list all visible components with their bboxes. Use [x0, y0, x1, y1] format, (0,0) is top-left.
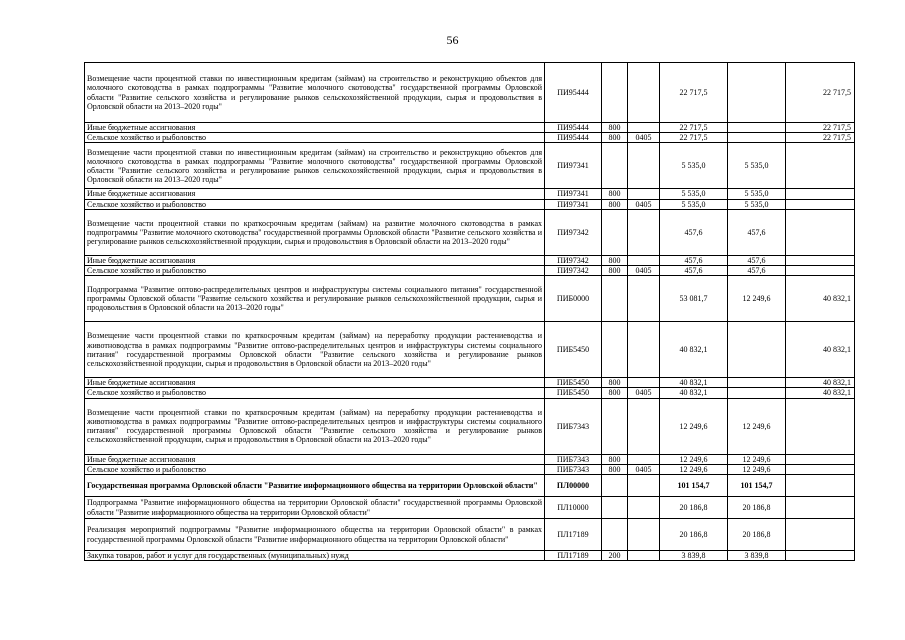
amount-column-1-cell	[728, 63, 786, 123]
table-row	[85, 398, 855, 454]
amount-column-2-cell: 22 717,5	[786, 133, 855, 143]
total-amount-cell: 457,6	[660, 209, 728, 255]
amount-column-2-cell: 22 717,5	[786, 123, 855, 133]
page-number: 56	[446, 33, 459, 47]
section-cell	[628, 276, 660, 322]
amount-column-2-cell: 40 832,1	[786, 276, 855, 322]
description-cell: Возмещение части процентной ставки по краткосрочным кредитам (займам) на переработку продукции растениеводства и животноводства в рамках подпрограммы "Развитие оптово-распределительных центров и инфраструктуры системы социального питания" государственной программы Орловской области "Развитие сельского хозяйства и регулирование рынков сельскохозяйственной продукции, сырья и продовольствия в Орловской области на 2013–2020 годы"	[85, 398, 545, 454]
amount-column-1-cell: 12 249,6	[728, 398, 786, 454]
description-cell: Сельское хозяйство и рыболовство	[85, 464, 545, 474]
amount-column-1-cell: 12 249,6	[728, 454, 786, 464]
section-cell	[628, 454, 660, 464]
section-cell	[628, 398, 660, 454]
expense-type-cell: 800	[602, 199, 628, 209]
total-amount-cell: 40 832,1	[660, 322, 728, 378]
amount-column-1-cell: 101 154,7	[728, 475, 786, 497]
amount-column-1-cell	[728, 322, 786, 378]
amount-column-1-cell: 20 186,8	[728, 497, 786, 519]
table-row	[85, 143, 855, 189]
amount-column-2-cell	[786, 209, 855, 255]
table-row	[85, 276, 855, 322]
target-code-cell: ПЛ00000	[545, 475, 602, 497]
section-cell: 0405	[628, 199, 660, 209]
budget-table	[84, 62, 855, 561]
table-row	[85, 454, 855, 464]
table-row	[85, 189, 855, 199]
target-code-cell: ПЛ17189	[545, 551, 602, 561]
table-row	[85, 497, 855, 519]
description-cell: Возмещение части процентной ставки по краткосрочным кредитам (займам) на развитие молочного скотоводства в рамках подпрограммы "Развитие молочного скотоводства" государственной программы Орловской области "Развитие сельского хозяйства и регулирование рынков сельскохозяйственной продукции, сырья и продовольствия в Орловской области на 2013–2020 годы"	[85, 209, 545, 255]
table-body	[85, 63, 855, 561]
amount-column-1-cell: 457,6	[728, 266, 786, 276]
amount-column-2-cell	[786, 464, 855, 474]
target-code-cell: ПИ97342	[545, 255, 602, 265]
section-cell: 0405	[628, 266, 660, 276]
description-cell: Иные бюджетные ассигнования	[85, 123, 545, 133]
amount-column-2-cell: 40 832,1	[786, 322, 855, 378]
total-amount-cell: 20 186,8	[660, 519, 728, 551]
section-cell	[628, 143, 660, 189]
description-cell: Возмещение части процентной ставки по инвестиционным кредитам (займам) на строительство и реконструкцию объектов для молочного скотоводства в рамках подпрограммы "Развитие молочного скотоводства" государственной программы Орловской области "Развитие сельского хозяйства и регулирование рынков сельскохозяйственной продукции, сырья и продовольствия в Орловской области на 2013–2020 годы"	[85, 63, 545, 123]
target-code-cell: ПИ97341	[545, 143, 602, 189]
total-amount-cell: 53 081,7	[660, 276, 728, 322]
amount-column-2-cell	[786, 255, 855, 265]
total-amount-cell: 3 839,8	[660, 551, 728, 561]
description-cell: Иные бюджетные ассигнования	[85, 378, 545, 388]
expense-type-cell: 800	[602, 133, 628, 143]
total-amount-cell: 22 717,5	[660, 63, 728, 123]
amount-column-2-cell	[786, 143, 855, 189]
section-cell	[628, 378, 660, 388]
target-code-cell: ПИ95444	[545, 133, 602, 143]
amount-column-1-cell	[728, 388, 786, 398]
target-code-cell: ПЛ17189	[545, 519, 602, 551]
description-cell: Сельское хозяйство и рыболовство	[85, 199, 545, 209]
expense-type-cell	[602, 398, 628, 454]
expense-type-cell: 800	[602, 255, 628, 265]
amount-column-2-cell	[786, 266, 855, 276]
table-row	[85, 378, 855, 388]
description-cell: Сельское хозяйство и рыболовство	[85, 388, 545, 398]
section-cell	[628, 519, 660, 551]
description-cell: Возмещение части процентной ставки по инвестиционным кредитам (займам) на строительство и реконструкцию объектов для молочного скотоводства в рамках подпрограммы "Развитие молочного скотоводства" государственной программы Орловской области "Развитие сельского хозяйства и регулирование рынков сельскохозяйственной продукции, сырья и продовольствия в Орловской области на 2013–2020 годы"	[85, 143, 545, 189]
table-row	[85, 519, 855, 551]
amount-column-1-cell: 5 535,0	[728, 199, 786, 209]
expense-type-cell	[602, 143, 628, 189]
expense-type-cell: 800	[602, 189, 628, 199]
target-code-cell: ПИБ7343	[545, 464, 602, 474]
section-cell	[628, 497, 660, 519]
amount-column-2-cell	[786, 551, 855, 561]
total-amount-cell: 22 717,5	[660, 123, 728, 133]
amount-column-1-cell	[728, 133, 786, 143]
target-code-cell: ПЛ10000	[545, 497, 602, 519]
target-code-cell: ПИ95444	[545, 123, 602, 133]
expense-type-cell: 800	[602, 266, 628, 276]
target-code-cell: ПИБ7343	[545, 398, 602, 454]
total-amount-cell: 22 717,5	[660, 133, 728, 143]
table-row	[85, 63, 855, 123]
total-amount-cell: 12 249,6	[660, 464, 728, 474]
description-cell: Сельское хозяйство и рыболовство	[85, 266, 545, 276]
section-cell	[628, 189, 660, 199]
table-row	[85, 199, 855, 209]
section-cell	[628, 322, 660, 378]
target-code-cell: ПИБ0000	[545, 276, 602, 322]
section-cell: 0405	[628, 388, 660, 398]
expense-type-cell	[602, 497, 628, 519]
section-cell: 0405	[628, 133, 660, 143]
total-amount-cell: 40 832,1	[660, 378, 728, 388]
table-row	[85, 209, 855, 255]
description-cell: Подпрограмма "Развитие оптово-распределительных центров и инфраструктуры системы социального питания" государственной программы Орловской области "Развитие сельского хозяйства и регулирование рынков сельскохозяйственной продукции, сырья и продовольствия в Орловской области на 2013–2020 годы"	[85, 276, 545, 322]
amount-column-2-cell	[786, 398, 855, 454]
table-row	[85, 464, 855, 474]
expense-type-cell: 800	[602, 123, 628, 133]
amount-column-2-cell	[786, 454, 855, 464]
expense-type-cell	[602, 276, 628, 322]
table-row	[85, 388, 855, 398]
target-code-cell: ПИ97342	[545, 209, 602, 255]
amount-column-1-cell	[728, 123, 786, 133]
expense-type-cell	[602, 63, 628, 123]
amount-column-1-cell: 3 839,8	[728, 551, 786, 561]
section-cell	[628, 209, 660, 255]
description-cell: Реализация мероприятий подпрограммы "Развитие информационного общества на территории Орловской области" в рамках государственной программы Орловской области "Развитие информационного общества на территории Орловской области"	[85, 519, 545, 551]
amount-column-1-cell: 20 186,8	[728, 519, 786, 551]
amount-column-2-cell: 22 717,5	[786, 63, 855, 123]
target-code-cell: ПИ97341	[545, 199, 602, 209]
expense-type-cell	[602, 475, 628, 497]
table-row	[85, 475, 855, 497]
description-cell: Возмещение части процентной ставки по краткосрочным кредитам (займам) на переработку продукции растениеводства и животноводства в рамках подпрограммы "Развитие оптово-распределительных центров и инфраструктуры системы социального питания" государственной программы Орловской области "Развитие сельского хозяйства и регулирование рынков сельскохозяйственной продукции, сырья и продовольствия в Орловской области на 2013–2020 годы"	[85, 322, 545, 378]
amount-column-2-cell: 40 832,1	[786, 388, 855, 398]
section-cell	[628, 551, 660, 561]
expense-type-cell	[602, 322, 628, 378]
amount-column-1-cell: 5 535,0	[728, 143, 786, 189]
expense-type-cell: 200	[602, 551, 628, 561]
amount-column-1-cell: 12 249,6	[728, 276, 786, 322]
amount-column-2-cell	[786, 475, 855, 497]
target-code-cell: ПИБ7343	[545, 454, 602, 464]
description-cell: Иные бюджетные ассигнования	[85, 255, 545, 265]
amount-column-1-cell	[728, 378, 786, 388]
total-amount-cell: 457,6	[660, 255, 728, 265]
description-cell: Иные бюджетные ассигнования	[85, 454, 545, 464]
amount-column-1-cell: 5 535,0	[728, 189, 786, 199]
target-code-cell: ПИБ5450	[545, 388, 602, 398]
table-row	[85, 123, 855, 133]
amount-column-1-cell: 457,6	[728, 209, 786, 255]
total-amount-cell: 20 186,8	[660, 497, 728, 519]
total-amount-cell: 5 535,0	[660, 199, 728, 209]
total-amount-cell: 5 535,0	[660, 189, 728, 199]
description-cell: Иные бюджетные ассигнования	[85, 189, 545, 199]
description-cell: Подпрограмма "Развитие информационного общества на территории Орловской области" государственной программы Орловской области "Развитие информационного общества на территории Орловской области"	[85, 497, 545, 519]
amount-column-2-cell: 40 832,1	[786, 378, 855, 388]
section-cell	[628, 255, 660, 265]
section-cell	[628, 63, 660, 123]
amount-column-2-cell	[786, 199, 855, 209]
table-row	[85, 322, 855, 378]
total-amount-cell: 101 154,7	[660, 475, 728, 497]
description-cell: Государственная программа Орловской области "Развитие информационного общества на территории Орловской области"	[85, 475, 545, 497]
total-amount-cell: 12 249,6	[660, 454, 728, 464]
expense-type-cell: 800	[602, 464, 628, 474]
expense-type-cell	[602, 209, 628, 255]
amount-column-2-cell	[786, 189, 855, 199]
expense-type-cell: 800	[602, 454, 628, 464]
total-amount-cell: 5 535,0	[660, 143, 728, 189]
table-row	[85, 551, 855, 561]
target-code-cell: ПИ97341	[545, 189, 602, 199]
section-cell: 0405	[628, 464, 660, 474]
target-code-cell: ПИ95444	[545, 63, 602, 123]
description-cell: Закупка товаров, работ и услуг для государственных (муниципальных) нужд	[85, 551, 545, 561]
expense-type-cell	[602, 519, 628, 551]
target-code-cell: ПИБ5450	[545, 322, 602, 378]
section-cell	[628, 475, 660, 497]
description-cell: Сельское хозяйство и рыболовство	[85, 133, 545, 143]
target-code-cell: ПИБ5450	[545, 378, 602, 388]
table-row	[85, 255, 855, 265]
amount-column-1-cell: 12 249,6	[728, 464, 786, 474]
amount-column-2-cell	[786, 519, 855, 551]
table-row	[85, 133, 855, 143]
total-amount-cell: 457,6	[660, 266, 728, 276]
expense-type-cell: 800	[602, 378, 628, 388]
table-row	[85, 266, 855, 276]
target-code-cell: ПИ97342	[545, 266, 602, 276]
amount-column-2-cell	[786, 497, 855, 519]
section-cell	[628, 123, 660, 133]
expense-type-cell: 800	[602, 388, 628, 398]
total-amount-cell: 12 249,6	[660, 398, 728, 454]
total-amount-cell: 40 832,1	[660, 388, 728, 398]
amount-column-1-cell: 457,6	[728, 255, 786, 265]
